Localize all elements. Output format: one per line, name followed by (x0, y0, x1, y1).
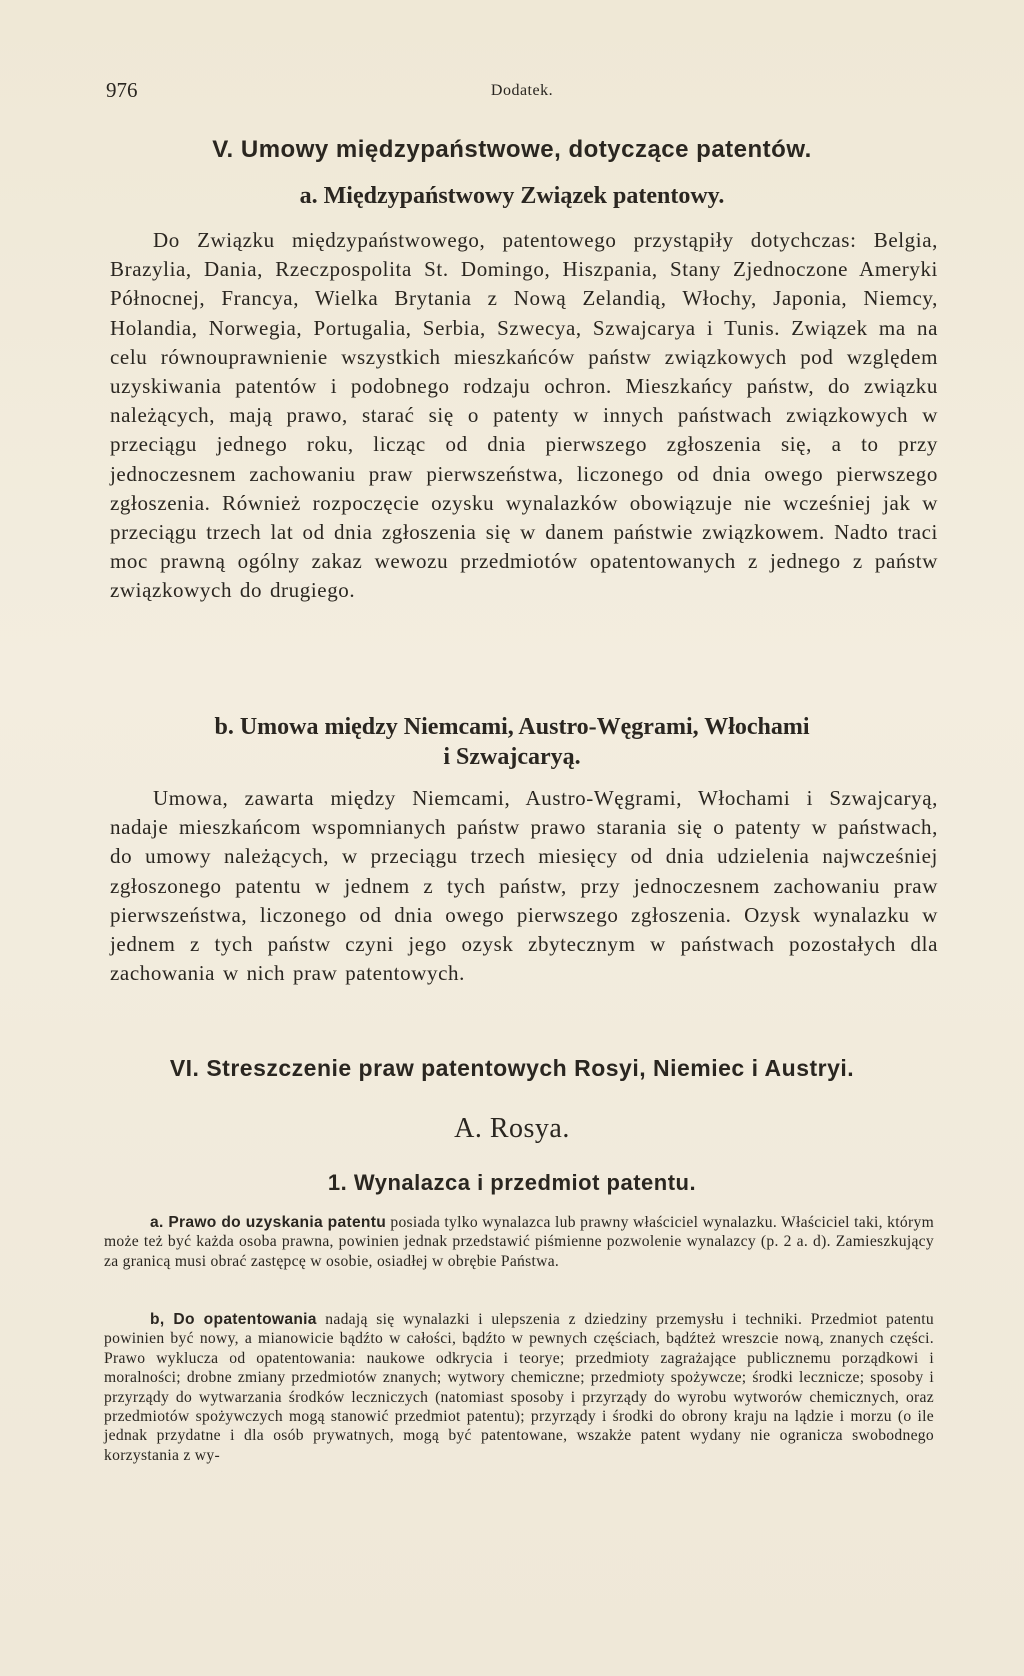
section-v-b-paragraph (110, 784, 938, 988)
section-v-b-title-line2: i Szwajcaryą. (443, 744, 581, 770)
paragraph-a-lead: a. Prawo do uzyskania patentu (150, 1214, 387, 1231)
section-vi-paragraph-a (104, 1213, 934, 1271)
section-vi-a-title: A. Rosya. (454, 1113, 570, 1144)
paragraph-b-lead: b, Do opatentowania (150, 1311, 317, 1328)
section-vi-subtitle: 1. Wynalazca i przedmiot patentu. (327, 1170, 697, 1195)
paragraph-b (104, 1310, 934, 1465)
section-v-a-title: a. Międzypaństwowy Związek patentowy. (299, 183, 725, 209)
paragraph-a-text: posiada tylko wynalazca lub prawny właściciel wynalazku. Właściciel taki, którym może też być każda osoba prawna, powinien jednak przedstawić piśmienne pozwolenie wynalazcy (p. 2 a. d). Zamieszkujący za granicą musi obrać zastępcę w osobie, osiadłej w obrębie Państwa. (104, 1214, 935, 1270)
section-vi-paragraph-b (104, 1310, 934, 1465)
section-vi-title: VI. Streszczenie praw patentowych Rosyi, Niemiec i Austryi. (169, 1055, 855, 1081)
paragraph-a (104, 1213, 934, 1271)
section-v-a-paragraph (110, 226, 938, 606)
paragraph-text: Do Związku międzypaństwowego, patentowego przystąpiły dotychczas: Belgia, Brazylia, Dania, Rzeczpospolita St. Domingo, Hiszpania, Stany Zjednoczone Ameryki Północnej, Francya, Wielka Brytania z Nową Zelandią, Włochy, Japonia, Niemcy, Holandia, Norwegia, Portugalia, Serbia, Szwecya, Szwajcarya i Tunis. Związek ma na celu równouprawnienie wszystkich mieszkańców państw związkowych pod względem uzyskiwania patentów i podobnego rodzaju ochron. Mieszkańcy państw, do związku należących, mają prawo, starać się o patenty w innych państwach związkowych w przeciągu jednego roku, licząc od dnia pierwszego zgłoszenia się, a to przy jednoczesnem zachowaniu praw pierwszeństwa, liczonego od dnia owego pierwszego zgłoszenia. Również rozpoczęcie ozysku wynalazków obowiązuje nie wcześniej jak w przeciągu trzech lat od dnia zgłoszenia się w danem państwie związkowem. Nadto traci moc prawną ogólny zakaz wewozu przedmiotów opatentowanych z jednego z państw związkowych do drugiego. (110, 228, 938, 603)
section-v-title: V. Umowy międzypaństwowe, dotyczące patentów. (212, 136, 812, 163)
page-header (106, 78, 938, 110)
running-head: Dodatek. (490, 82, 554, 99)
paragraph-b-text: nadają się wynalazki i ulepszenia z dziedziny przemysłu i techniki. Przedmiot patentu powinien być nowy, a mianowicie bądźto w całości, bądźto w pewnych częściach, bądźteż wreszcie nową, znanych części. Prawo wyklucza od opatentowania: naukowe odkrycia i teorye; przedmioty zagrażające publicznemu porządkowi i moralności; drobne zmiany przedmiotów znanych; wytwory chemiczne; przedmioty spożywcze; środki lecznicze; sposoby i przyrządy do wytwarzania środków leczniczych (natomiast sposoby i przyrządy do wyrobu wytworów chemicznych, oraz przedmiotów spożywczych mogą stanowić przedmiot patentu); przyrządy i środki do obrony kraju na lądzie i morzu (o ile jednak przydatne i dla osób prywatnych, mogą być patentowane, wszakże patent wydany nie ogranicza swobodnego korzystania z wy- (104, 1311, 934, 1464)
section-v-b-title (0, 712, 1024, 772)
page-number: 976 (106, 78, 138, 102)
section-v-b-title-line1: b. Umowa między Niemcami, Austro-Węgrami, Włochami (214, 714, 810, 740)
paragraph-text: Umowa, zawarta między Niemcami, Austro-Węgrami, Włochami i Szwajcaryą, nadaje mieszkańcom wspomnianych państw prawo starania się o patenty w państwach, do umowy należących, w przeciągu trzech miesięcy od dnia udzielenia najwcześniej zgłoszonego patentu w jednem z tych państw, przy jednoczesnem zachowaniu praw pierwszeństwa, liczonego od dnia owego pierwszego zgłoszenia. Ozysk wynalazku w jednem z tych państw czyni jego ozysk zbytecznym w państwach pozostałych dla zachowania w nich praw patentowych. (110, 786, 938, 986)
